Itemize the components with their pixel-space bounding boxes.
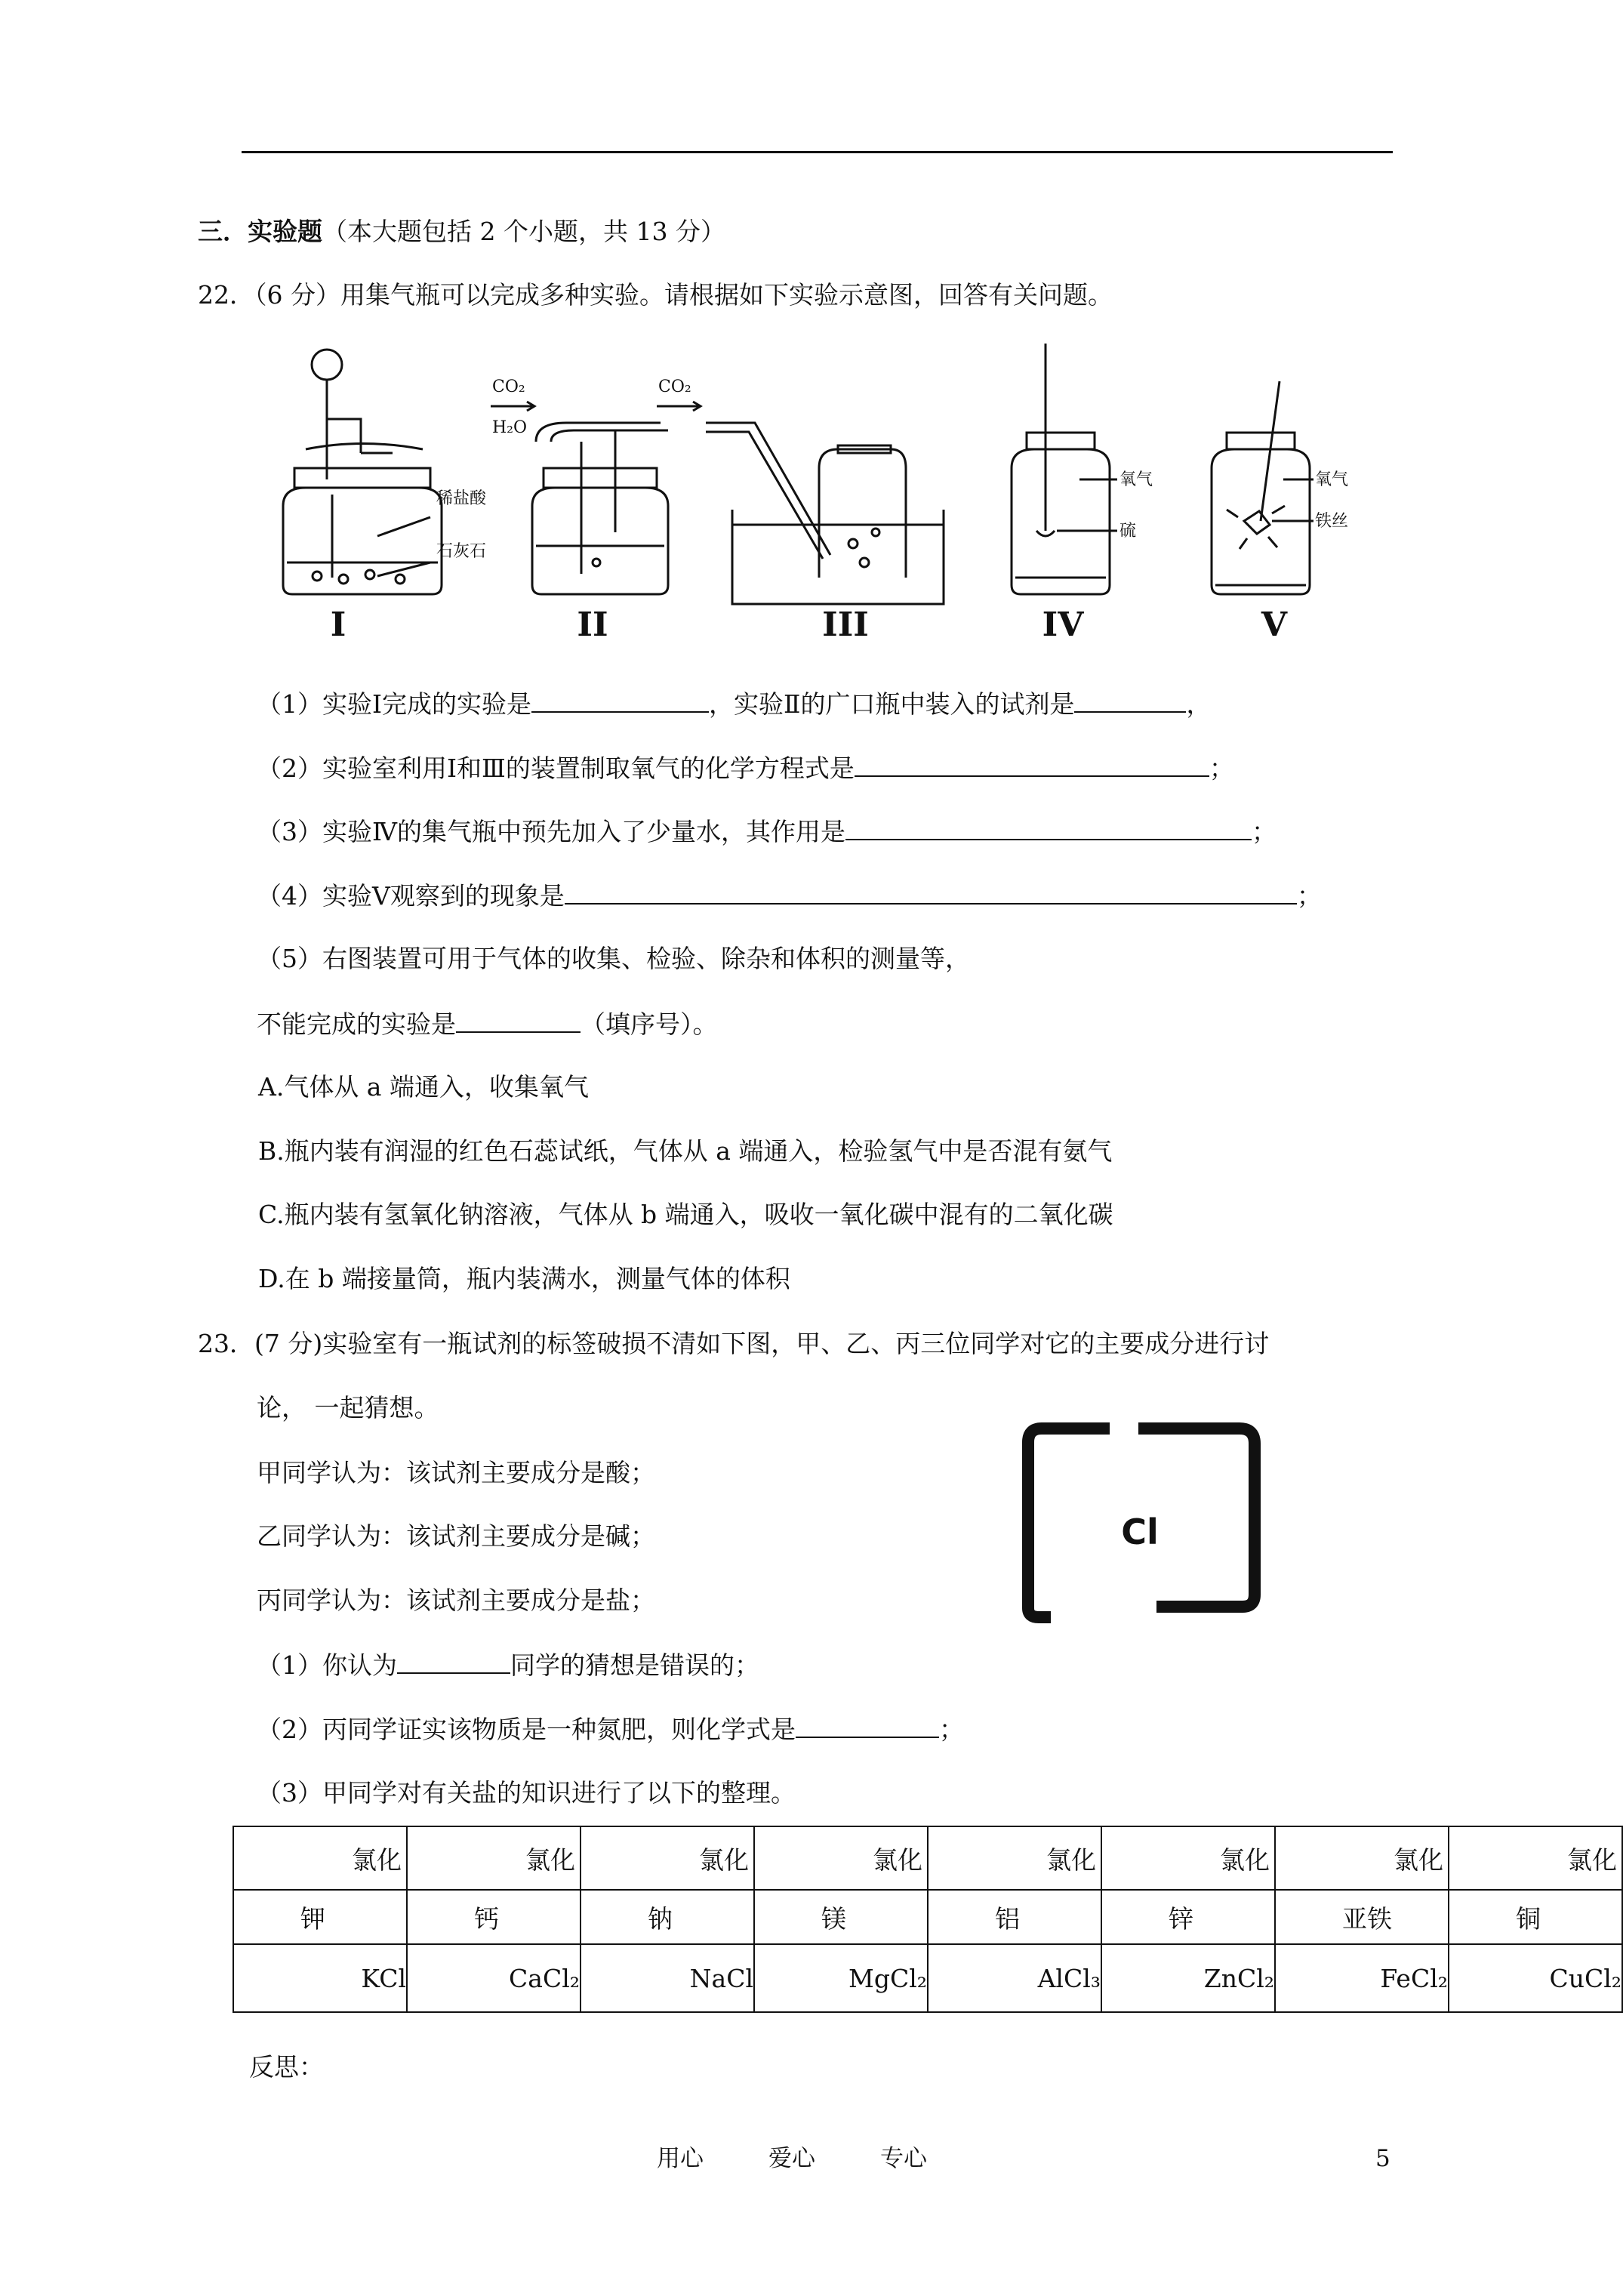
q22-part3: [257, 813, 1277, 849]
table-cell: CaCl₂: [407, 1944, 581, 2012]
table-row-names: [233, 1890, 1622, 1944]
section-heading: [198, 214, 725, 249]
q23-part2: [257, 1711, 964, 1747]
table-cell: AlCl₃: [928, 1944, 1101, 2012]
q22-part4-text-b: ；: [1296, 881, 1322, 911]
q22-answer-blank-5[interactable]: [456, 1006, 581, 1033]
arrow1-top: CO₂: [492, 378, 525, 396]
q22-option-a: A.气体从 a 端通入，收集氧气: [258, 1072, 589, 1102]
q23-part1-text-b: 同学的猜想是错误的；: [510, 1650, 759, 1680]
label-text: Cl: [1121, 1512, 1159, 1552]
label-oxygen-v: 氧气: [1315, 470, 1349, 489]
apparatus-iii: [706, 423, 944, 604]
label-sulfur: 硫: [1119, 522, 1137, 541]
section-note: （本大题包括 2 个小题，共 13 分）: [322, 217, 725, 246]
apparatus-v: [1212, 381, 1313, 594]
arrow2-top: CO₂: [658, 378, 691, 396]
q22-part1-text-c: ，: [1186, 689, 1212, 719]
q23-part1-text-a: （1）你认为: [257, 1650, 397, 1680]
q22-part3-text-a: （3）实验Ⅳ的集气瓶中预先加入了少量水，其作用是: [257, 817, 845, 846]
q22-stem: 22．（6 分）用集气瓶可以完成多种实验。请根据如下实验示意图，回答有关问题。: [198, 280, 1113, 310]
apparatus-i: [283, 350, 442, 594]
table-cell: MgCl₂: [754, 1944, 928, 2012]
page-number: 5: [1375, 2145, 1390, 2172]
q23-stem-line2: 论， 一起猜想。: [257, 1393, 439, 1422]
numeral-ii: II: [577, 606, 608, 644]
table-cell: 氯化: [1449, 1826, 1622, 1890]
table-cell: KCl: [233, 1944, 407, 2012]
table-cell: 氯化: [1101, 1826, 1275, 1890]
q23-yi: 乙同学认为：该试剂主要成分是碱；: [257, 1521, 655, 1551]
q22-part2-text-b: ；: [1209, 754, 1234, 783]
experiment-figure: [249, 336, 1374, 657]
apparatus-ii: [532, 423, 668, 594]
arrow1-bottom: H₂O: [492, 418, 528, 437]
q23-part2-text-a: （2）丙同学证实该物质是一种氮肥，则化学式是: [257, 1715, 796, 1744]
q23-reflect: 反思：: [249, 2052, 324, 2082]
q22-part2-text-a: （2）实验室利用Ⅰ和Ⅲ的装置制取氧气的化学方程式是: [257, 754, 855, 783]
q22-part1-text-a: （1）实验Ⅰ完成的实验是: [257, 689, 532, 719]
q22-answer-blank-1a[interactable]: [531, 686, 709, 713]
section-number: 三．: [198, 217, 248, 246]
table-cell: 氯化: [233, 1826, 407, 1890]
label-hcl: 稀盐酸: [436, 489, 487, 508]
q22-answer-blank-4[interactable]: [565, 877, 1297, 905]
q22-answer-blank-2[interactable]: [855, 750, 1209, 777]
q22-part2: [257, 750, 1234, 786]
table-cell: 镁: [754, 1890, 928, 1944]
table-cell: 氯化: [928, 1826, 1101, 1890]
footer-motto-1: 用心: [657, 2145, 704, 2172]
q22-part1-text-b: ，实验Ⅱ的广口瓶中装入的试剂是: [709, 689, 1075, 719]
label-iron: 铁丝: [1315, 512, 1349, 531]
torn-label-figure: [1019, 1419, 1268, 1631]
salt-table: [233, 1826, 1623, 2013]
q22-answer-blank-1b[interactable]: [1074, 686, 1186, 713]
q22-part1: [257, 686, 1211, 722]
table-cell: 亚铁: [1275, 1890, 1449, 1944]
footer-motto-2: 爱心: [768, 2145, 815, 2172]
q22-part3-text-b: ；: [1251, 817, 1277, 846]
table-cell: 氯化: [407, 1826, 581, 1890]
q22-part5-line1: （5）右图装置可用于气体的收集、检验、除杂和体积的测量等，: [257, 944, 970, 973]
numeral-iii: III: [822, 606, 869, 644]
q22-option-b: B.瓶内装有润湿的红色石蕊试纸，气体从 a 端通入，检验氢气中是否混有氨气: [258, 1136, 1113, 1166]
q22-part5-text-a: 不能完成的实验是: [257, 1009, 456, 1039]
table-row-prefix: [233, 1826, 1622, 1890]
q23-stem-line1: 23．(7 分)实验室有一瓶试剂的标签破损不清如下图，甲、乙、丙三位同学对它的主要成分进行讨: [198, 1329, 1270, 1358]
table-cell: ZnCl₂: [1101, 1944, 1275, 2012]
q23-part1: [257, 1647, 759, 1683]
q22-part5-text-b: （填序号）。: [581, 1009, 718, 1039]
footer-motto-3: 专心: [880, 2145, 927, 2172]
table-row-formulas: [233, 1944, 1622, 2012]
q22-part4-text-a: （4）实验Ⅴ观察到的现象是: [257, 881, 565, 911]
table-cell: 氯化: [1275, 1826, 1449, 1890]
q23-jia: 甲同学认为：该试剂主要成分是酸；: [257, 1458, 655, 1487]
q22-part5-line2: [257, 1006, 718, 1042]
table-cell: NaCl: [581, 1944, 754, 2012]
q22-answer-blank-3[interactable]: [845, 813, 1252, 840]
table-cell: 氯化: [754, 1826, 928, 1890]
q22-part4: [257, 877, 1322, 914]
header-rule: [242, 151, 1393, 153]
q22-option-c: C.瓶内装有氢氧化钠溶液，气体从 b 端通入，吸收一氧化碳中混有的二氧化碳: [258, 1200, 1113, 1229]
apparatus-iv: [1012, 344, 1117, 594]
table-cell: 铜: [1449, 1890, 1622, 1944]
table-cell: 钙: [407, 1890, 581, 1944]
table-cell: 锌: [1101, 1890, 1275, 1944]
q23-part2-text-b: ；: [939, 1715, 964, 1744]
table-cell: 铝: [928, 1890, 1101, 1944]
numeral-iv: IV: [1042, 606, 1084, 644]
q23-answer-blank-1[interactable]: [397, 1647, 510, 1674]
q23-bing: 丙同学认为：该试剂主要成分是盐；: [257, 1586, 655, 1615]
table-cell: 钠: [581, 1890, 754, 1944]
table-cell: CuCl₂: [1449, 1944, 1622, 2012]
table-cell: 钾: [233, 1890, 407, 1944]
table-cell: 氯化: [581, 1826, 754, 1890]
numeral-v: V: [1261, 606, 1288, 644]
table-cell: FeCl₂: [1275, 1944, 1449, 2012]
q23-answer-blank-2[interactable]: [796, 1711, 939, 1738]
q22-option-d: D.在 b 端接量筒，瓶内装满水，测量气体的体积: [258, 1264, 790, 1293]
numeral-i: I: [330, 606, 346, 644]
label-limestone: 石灰石: [436, 542, 487, 561]
label-oxygen-iv: 氧气: [1119, 470, 1153, 489]
section-title: 实验题: [248, 217, 322, 246]
q23-part3: （3）甲同学对有关盐的知识进行了以下的整理。: [257, 1778, 796, 1808]
